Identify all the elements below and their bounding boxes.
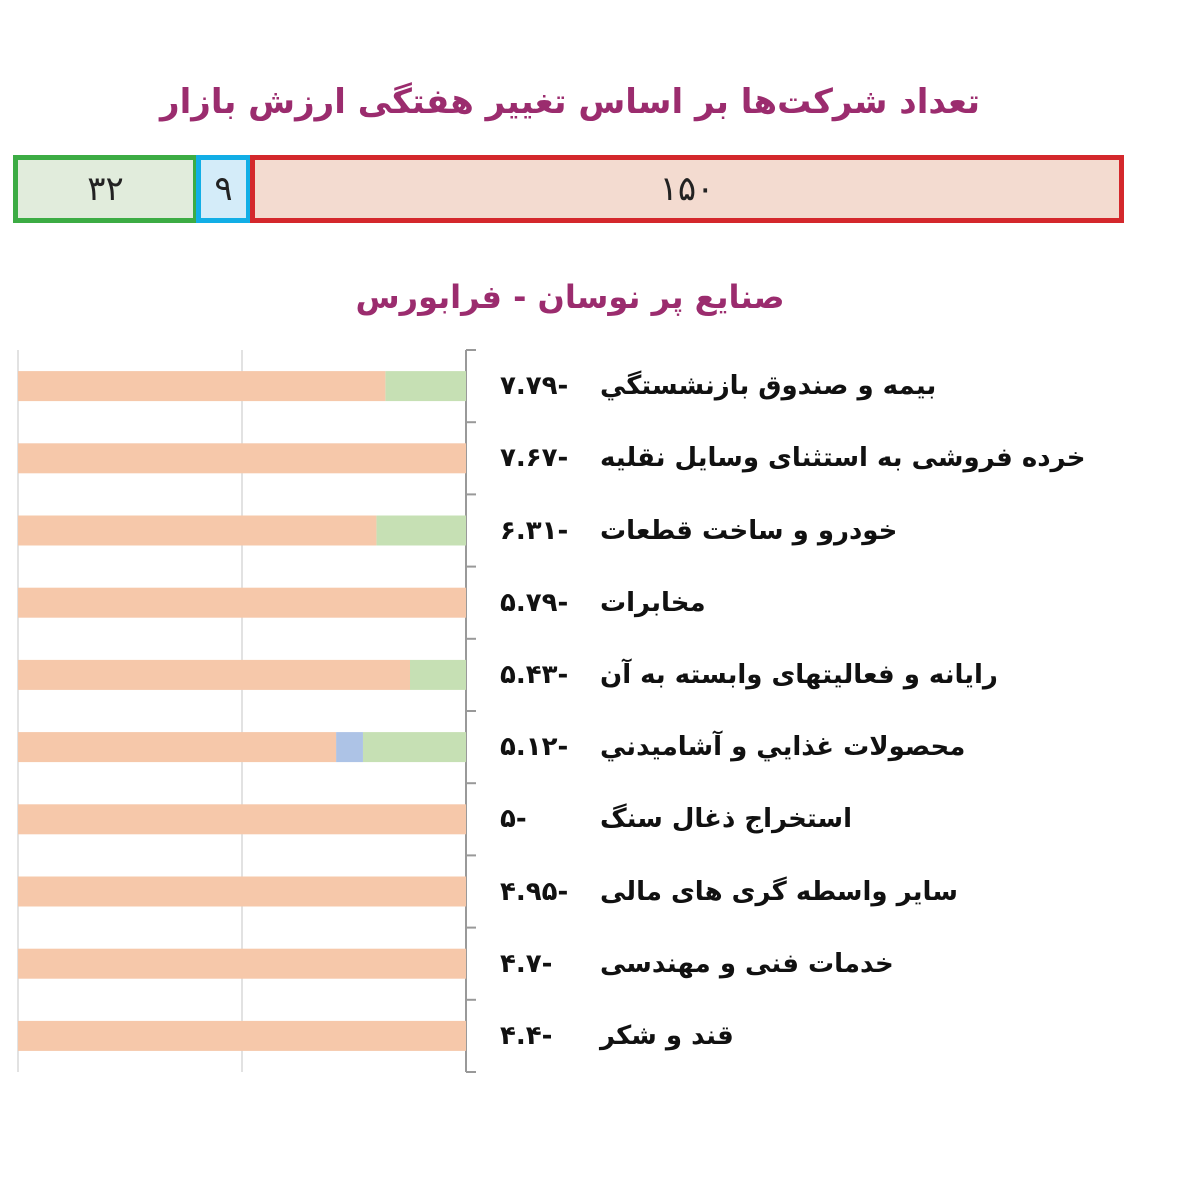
bar-negative-segment xyxy=(18,732,336,762)
category-name: خرده فروشی به استثنای وسایل نقلیه xyxy=(600,443,1086,474)
category-label xyxy=(500,583,706,623)
bar-positive-segment xyxy=(363,732,466,762)
category-value: ۵.۷۹- xyxy=(500,587,569,618)
category-value: ۶.۳۱- xyxy=(500,515,569,546)
bar-negative-segment xyxy=(18,804,466,834)
category-name: خدمات فنی و مهندسی xyxy=(600,948,894,979)
category-value: ۴.۹۵- xyxy=(500,876,569,907)
category-label xyxy=(500,799,852,839)
category-value: ۴.۴- xyxy=(500,1020,553,1051)
category-name: محصولات غذايي و آشاميدني xyxy=(600,732,966,763)
category-name: استخراج ذغال سنگ xyxy=(600,804,852,835)
category-label xyxy=(500,727,965,767)
category-name: بیمه و صندوق بازنشستگي xyxy=(600,371,937,402)
category-name: ساير واسطه گری های مالی xyxy=(600,876,958,907)
category-value: ۵.۱۲- xyxy=(500,732,569,763)
category-label xyxy=(500,511,897,551)
bar-negative-segment xyxy=(18,949,466,979)
category-name: رایانه و فعالیتهای وابسته به آن xyxy=(600,659,998,690)
positive-count: ۳۲ xyxy=(87,169,124,209)
category-label xyxy=(500,1016,734,1056)
bar-negative-segment xyxy=(18,660,410,690)
category-label xyxy=(500,438,1085,478)
page-title: تعداد شرکت‌ها بر اساس تغییر هفتگی ارزش بازار xyxy=(160,82,980,122)
bar-negative-segment xyxy=(18,1021,466,1051)
category-value: ۵- xyxy=(500,804,527,835)
category-value: ۷.۷۹- xyxy=(500,371,569,402)
category-label xyxy=(500,872,958,912)
chart-title: صنایع پر نوسان - فرابورس xyxy=(355,278,785,316)
category-value: ۴.۷- xyxy=(500,948,553,979)
bar-positive-segment xyxy=(410,660,466,690)
category-name: قند و شکر xyxy=(600,1020,734,1051)
category-value: ۷.۶۷- xyxy=(500,443,569,474)
bar-negative-segment xyxy=(18,443,466,473)
category-value: ۵.۴۳- xyxy=(500,659,569,690)
neutral-count: ۹ xyxy=(214,169,233,209)
bar-negative-segment xyxy=(18,371,385,401)
category-label xyxy=(500,655,998,695)
bar-negative-segment xyxy=(18,877,466,907)
negative-count: ۱۵۰ xyxy=(659,169,715,209)
category-label xyxy=(500,366,936,406)
category-name: مخابرات xyxy=(600,587,706,618)
category-name: خودرو و ساخت قطعات xyxy=(600,515,898,546)
category-label xyxy=(500,944,894,984)
bar-positive-segment xyxy=(376,516,466,546)
bar-positive-segment xyxy=(385,371,466,401)
bar-negative-segment xyxy=(18,516,376,546)
bar-neutral-segment xyxy=(336,732,363,762)
bar-negative-segment xyxy=(18,588,466,618)
